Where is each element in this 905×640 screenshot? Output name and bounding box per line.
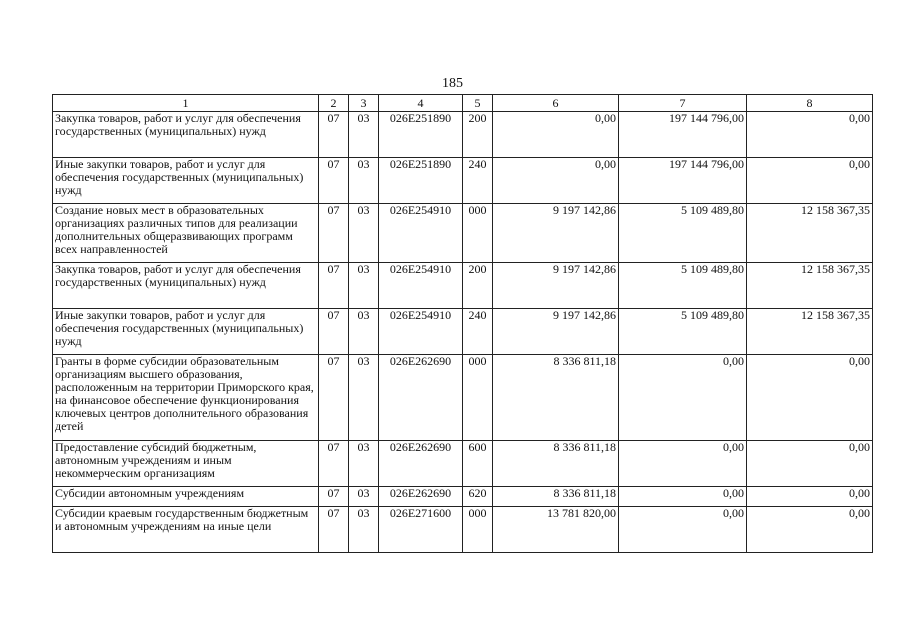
row-name: Предоставление субсидий бюджетным, автономным учреждениям и иным некоммерческим организациям: [53, 441, 319, 487]
row-value-8: 12 158 367,35: [747, 309, 873, 355]
row-value-7: 0,00: [619, 507, 747, 553]
row-expense-type: 620: [463, 487, 493, 507]
row-subsection: 03: [349, 441, 379, 487]
row-value-8: 0,00: [747, 355, 873, 441]
row-section: 07: [319, 204, 349, 263]
row-subsection: 03: [349, 263, 379, 309]
row-expense-type: 200: [463, 112, 493, 158]
row-value-8: 0,00: [747, 441, 873, 487]
row-value-8: 0,00: [747, 507, 873, 553]
row-section: 07: [319, 263, 349, 309]
row-value-8: 0,00: [747, 112, 873, 158]
row-target-code: 026E262690: [379, 487, 463, 507]
row-name: Гранты в форме субсидии образовательным организациям высшего образования, расположенным на территории Приморского края, на финансовое обеспечение функционирования ключевых центров дополнительного образования детей: [53, 355, 319, 441]
row-target-code: 026E271600: [379, 507, 463, 553]
column-header-6: 6: [493, 95, 619, 112]
row-value-6: 8 336 811,18: [493, 355, 619, 441]
row-value-6: 9 197 142,86: [493, 263, 619, 309]
row-target-code: 026E254910: [379, 263, 463, 309]
row-expense-type: 000: [463, 507, 493, 553]
row-value-7: 197 144 796,00: [619, 158, 747, 204]
row-target-code: 026E254910: [379, 309, 463, 355]
row-value-8: 0,00: [747, 487, 873, 507]
row-value-6: 13 781 820,00: [493, 507, 619, 553]
row-value-6: 0,00: [493, 112, 619, 158]
table-row: [53, 355, 873, 441]
row-section: 07: [319, 487, 349, 507]
row-expense-type: 600: [463, 441, 493, 487]
row-name: Создание новых мест в образовательных организациях различных типов для реализации дополнительных общеразвивающих программ всех направленностей: [53, 204, 319, 263]
row-value-7: 5 109 489,80: [619, 309, 747, 355]
row-section: 07: [319, 309, 349, 355]
row-value-7: 5 109 489,80: [619, 263, 747, 309]
row-subsection: 03: [349, 355, 379, 441]
row-name: Иные закупки товаров, работ и услуг для обеспечения государственных (муниципальных) нужд: [53, 158, 319, 204]
row-value-8: 12 158 367,35: [747, 263, 873, 309]
table-row: [53, 507, 873, 553]
table-row: [53, 112, 873, 158]
row-name: Субсидии автономным учреждениям: [53, 487, 319, 507]
row-value-6: 8 336 811,18: [493, 441, 619, 487]
table-row: [53, 263, 873, 309]
row-value-7: 5 109 489,80: [619, 204, 747, 263]
row-subsection: 03: [349, 112, 379, 158]
row-expense-type: 200: [463, 263, 493, 309]
row-subsection: 03: [349, 507, 379, 553]
row-subsection: 03: [349, 158, 379, 204]
row-target-code: 026E262690: [379, 441, 463, 487]
row-value-7: 197 144 796,00: [619, 112, 747, 158]
column-header-2: 2: [319, 95, 349, 112]
row-value-8: 12 158 367,35: [747, 204, 873, 263]
row-expense-type: 240: [463, 309, 493, 355]
row-name: Закупка товаров, работ и услуг для обеспечения государственных (муниципальных) нужд: [53, 112, 319, 158]
column-header-4: 4: [379, 95, 463, 112]
row-value-6: 9 197 142,86: [493, 204, 619, 263]
row-subsection: 03: [349, 487, 379, 507]
row-section: 07: [319, 112, 349, 158]
table-row: [53, 309, 873, 355]
budget-table: [52, 94, 873, 553]
table-row: [53, 441, 873, 487]
row-subsection: 03: [349, 309, 379, 355]
row-value-7: 0,00: [619, 441, 747, 487]
row-name: Субсидии краевым государственным бюджетным и автономным учреждениям на иные цели: [53, 507, 319, 553]
row-name: Закупка товаров, работ и услуг для обеспечения государственных (муниципальных) нужд: [53, 263, 319, 309]
row-expense-type: 240: [463, 158, 493, 204]
row-value-8: 0,00: [747, 158, 873, 204]
column-header-7: 7: [619, 95, 747, 112]
row-expense-type: 000: [463, 204, 493, 263]
row-name: Иные закупки товаров, работ и услуг для обеспечения государственных (муниципальных) нужд: [53, 309, 319, 355]
row-value-7: 0,00: [619, 355, 747, 441]
row-target-code: 026E251890: [379, 158, 463, 204]
row-value-6: 9 197 142,86: [493, 309, 619, 355]
row-section: 07: [319, 507, 349, 553]
row-section: 07: [319, 355, 349, 441]
page-number: 185: [442, 76, 463, 91]
row-section: 07: [319, 441, 349, 487]
column-header-3: 3: [349, 95, 379, 112]
column-header-5: 5: [463, 95, 493, 112]
row-target-code: 026E262690: [379, 355, 463, 441]
table-row: [53, 158, 873, 204]
row-value-7: 0,00: [619, 487, 747, 507]
row-value-6: 8 336 811,18: [493, 487, 619, 507]
table-row: [53, 204, 873, 263]
column-header-1: 1: [53, 95, 319, 112]
row-value-6: 0,00: [493, 158, 619, 204]
column-header-8: 8: [747, 95, 873, 112]
row-expense-type: 000: [463, 355, 493, 441]
row-target-code: 026E254910: [379, 204, 463, 263]
table-row: [53, 487, 873, 507]
row-target-code: 026E251890: [379, 112, 463, 158]
header-row: [53, 95, 873, 112]
row-section: 07: [319, 158, 349, 204]
row-subsection: 03: [349, 204, 379, 263]
